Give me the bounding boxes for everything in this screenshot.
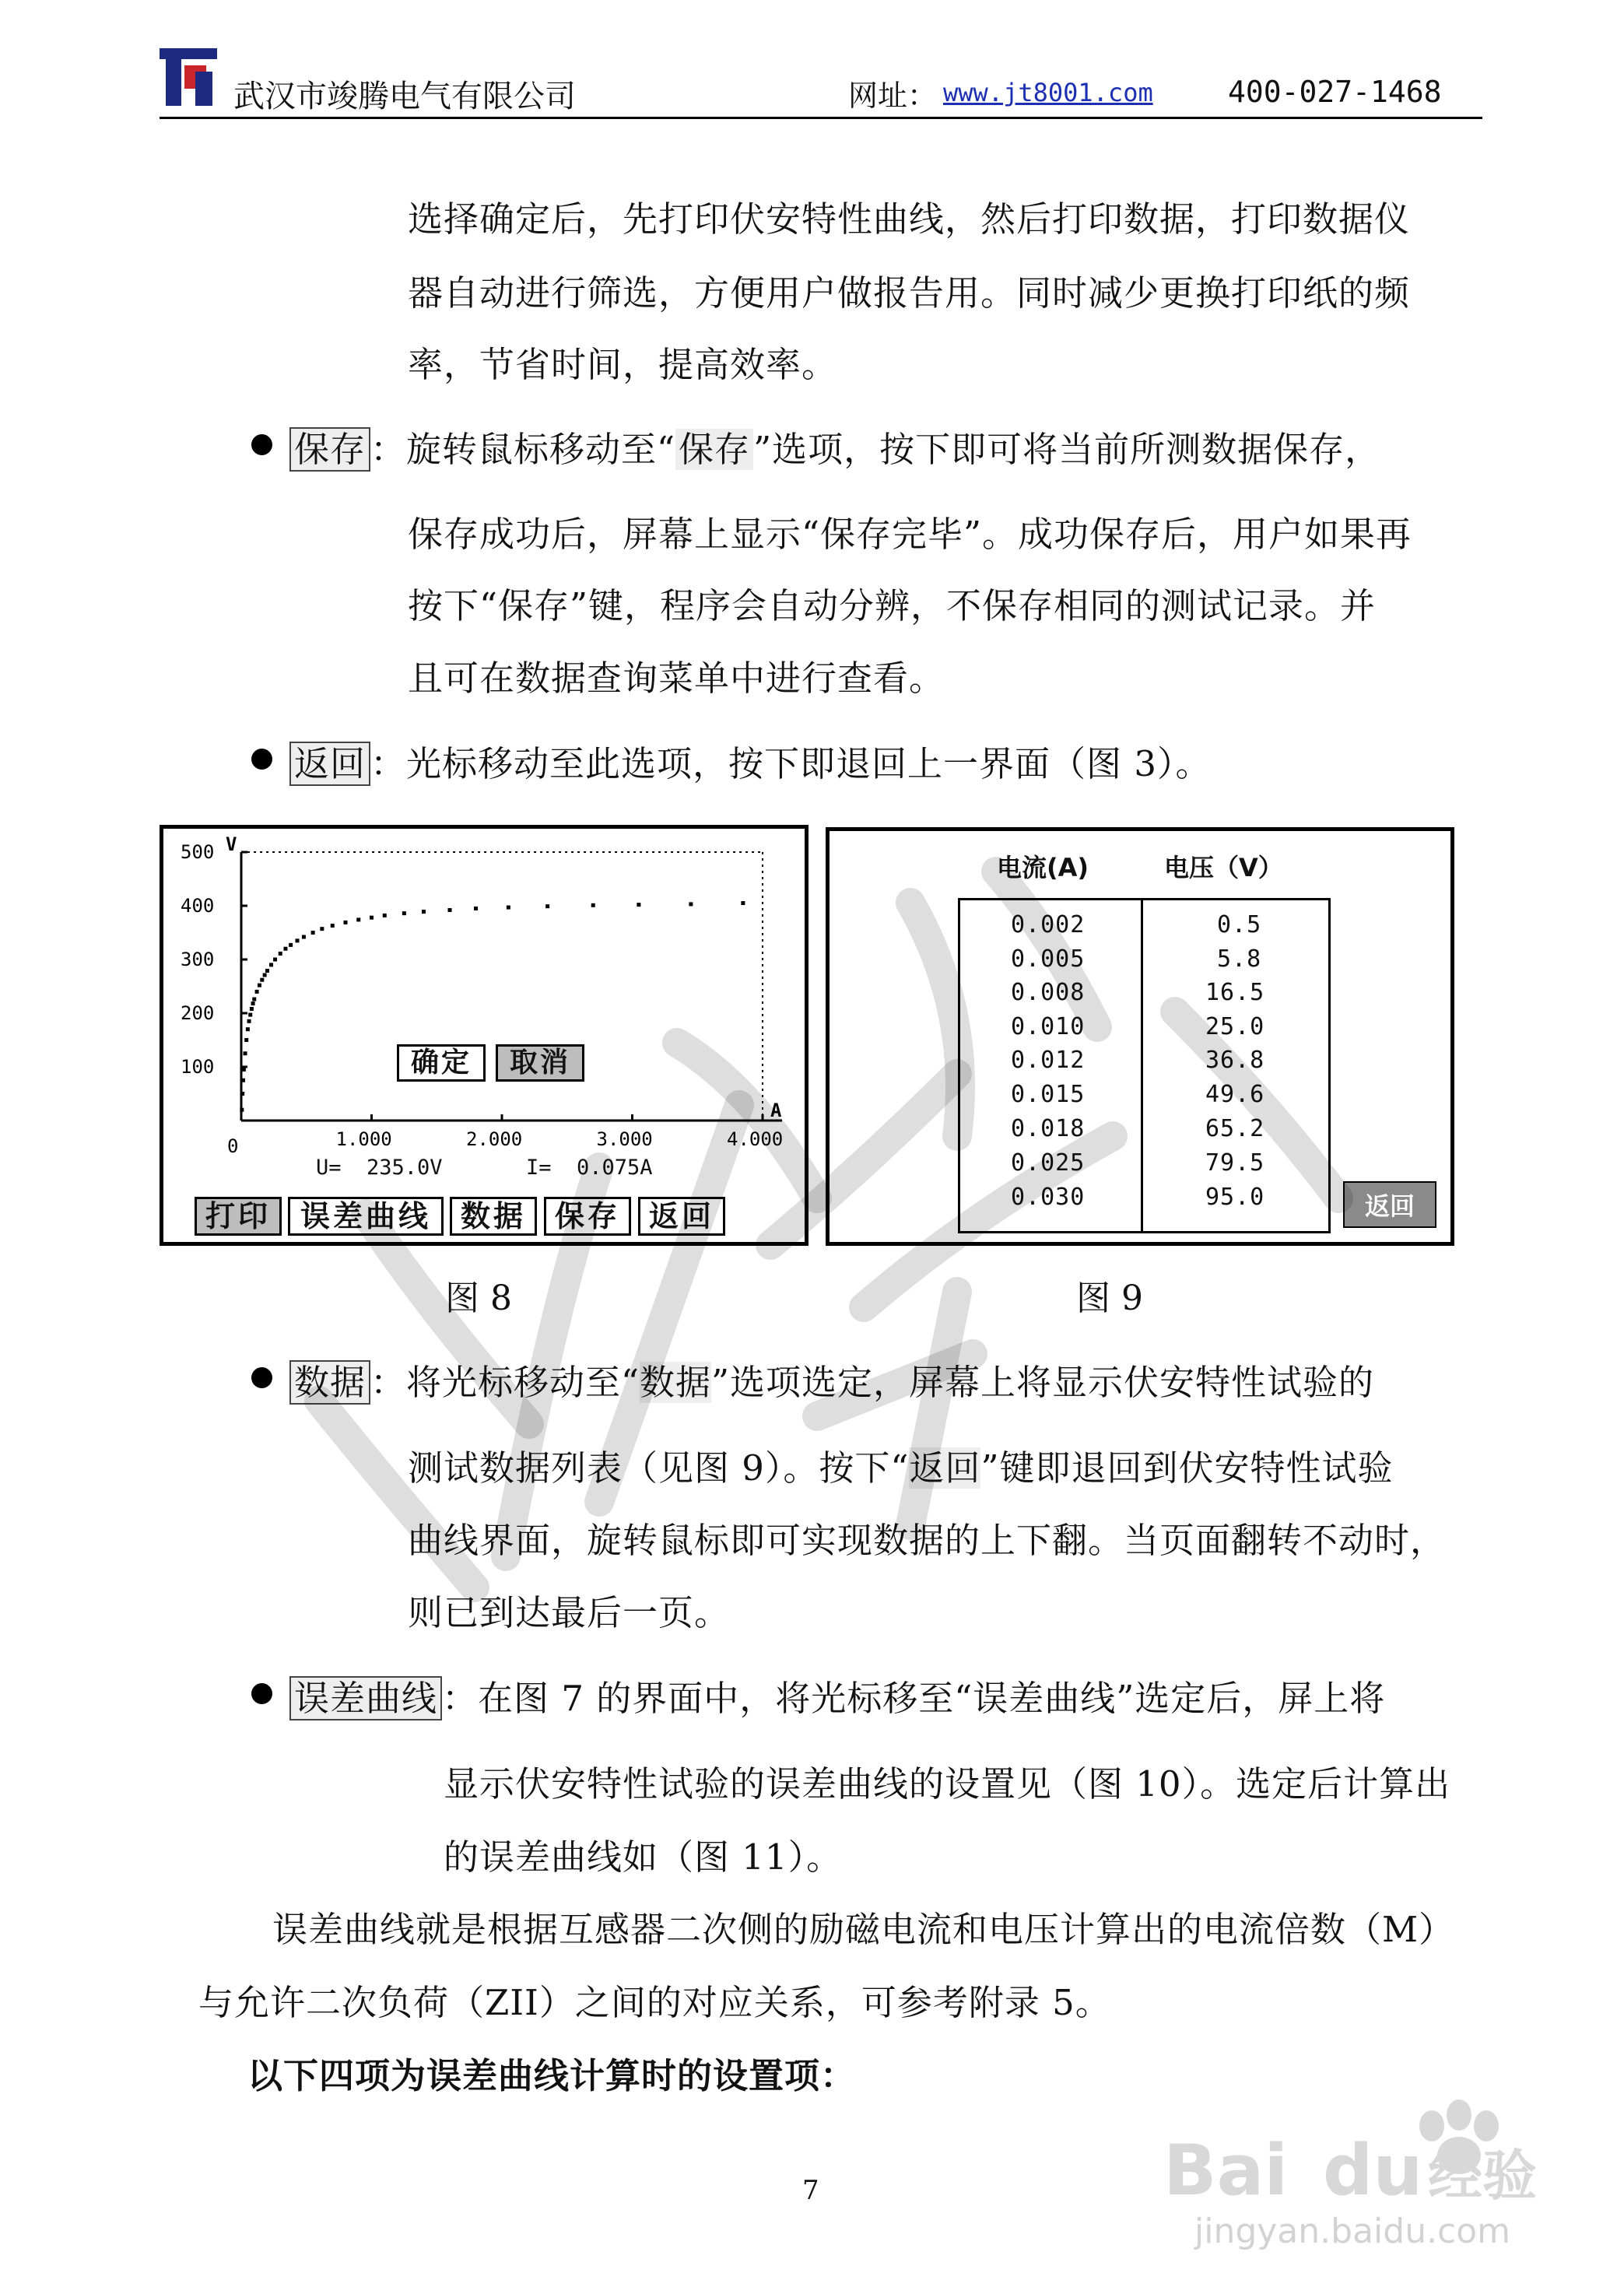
- body-line: 选择确定后，先打印伏安特性曲线，然后打印数据，打印数据仪: [408, 198, 1411, 240]
- data-point: [507, 906, 510, 910]
- error-curve-key: 误差曲线: [289, 1676, 442, 1720]
- page-number: 7: [802, 2175, 819, 2206]
- fig8-button-bar: [163, 1191, 805, 1242]
- data-point: [370, 916, 374, 920]
- x-tick-label: 3.000: [596, 1128, 653, 1150]
- data-point: [242, 1068, 246, 1072]
- error-curve-description: 误差曲线 ：在图 7 的界面中，将光标移至“误差曲线”选定后，屏上将: [289, 1670, 1385, 1720]
- data-point: [240, 1092, 244, 1096]
- current-cell: 0.030: [1011, 1184, 1086, 1211]
- x-tick-label: 1.000: [335, 1128, 392, 1150]
- jingyan-url: jingyan.baidu.com: [1194, 2212, 1511, 2251]
- data-point: [251, 1001, 255, 1005]
- data-point: [402, 911, 406, 915]
- voltage-cell: 0.5: [1217, 911, 1262, 938]
- data-point: [244, 1038, 248, 1042]
- x-tick-label: 2.000: [466, 1128, 523, 1150]
- data-point: [252, 998, 256, 1001]
- data-point: [255, 990, 259, 994]
- data-point: [269, 963, 273, 966]
- data-key: 数据: [289, 1360, 370, 1405]
- data-point: [247, 1019, 251, 1023]
- data-point: [383, 914, 387, 917]
- voltage-cell: 95.0: [1205, 1184, 1265, 1211]
- voltage-cell: 49.6: [1205, 1081, 1265, 1108]
- website-label: 网址：: [848, 79, 938, 113]
- fig9-back-button[interactable]: 返回: [1343, 1181, 1436, 1228]
- company-name: 武汉市竣腾电气有限公司: [233, 79, 576, 114]
- baidu-brand: Bai: [1163, 2130, 1289, 2212]
- data-point: [260, 978, 264, 982]
- data-button[interactable]: 数据: [450, 1197, 537, 1236]
- body-line: 与允许二次负荷（ZII）之间的对应关系，可参考附录 5。: [198, 1982, 1111, 2023]
- data-point: [263, 973, 267, 977]
- back-description: 返回 ：光标移动至此选项，按下即退回上一界面（图 3）。: [289, 735, 1211, 786]
- data-point: [244, 1051, 247, 1055]
- website-link[interactable]: www.jt8001.com: [943, 78, 1153, 107]
- y-tick-label: 200: [181, 1002, 215, 1024]
- body-line: 且可在数据查询菜单中进行查看。: [408, 658, 945, 699]
- data-point: [741, 901, 745, 905]
- current-readout: I= 0.075A: [526, 1156, 653, 1180]
- voltage-cell: 5.8: [1217, 945, 1262, 973]
- cancel-button[interactable]: 取消: [496, 1044, 584, 1082]
- data-point: [591, 903, 595, 907]
- voltage-cell: 79.5: [1205, 1149, 1265, 1177]
- voltage-cell: 65.2: [1205, 1115, 1265, 1142]
- body-line: 则已到达最后一页。: [408, 1592, 731, 1633]
- header-divider: [160, 117, 1482, 119]
- current-cell: 0.025: [1011, 1149, 1086, 1177]
- table-divider: [1141, 900, 1143, 1231]
- data-point: [248, 1013, 252, 1017]
- current-cell: 0.008: [1011, 979, 1086, 1006]
- data-point: [545, 904, 549, 908]
- voltage-cell: 36.8: [1205, 1047, 1265, 1074]
- figure-8-caption: 图 8: [445, 1279, 512, 1318]
- current-cell: 0.002: [1011, 911, 1086, 938]
- error-curve-button[interactable]: 误差曲线: [288, 1197, 444, 1236]
- settings-intro: 以下四项为误差曲线计算时的设置项：: [247, 2055, 857, 2096]
- body-line: 显示伏安特性试验的误差曲线的设置见（图 10）。选定后计算出: [444, 1763, 1451, 1805]
- paw-icon: [1419, 2110, 1444, 2141]
- data-point: [474, 907, 478, 910]
- data-point: [422, 910, 426, 914]
- confirm-button[interactable]: 确定: [397, 1044, 486, 1082]
- jingyan-brand: 经验: [1428, 2144, 1537, 2208]
- data-point: [356, 917, 360, 921]
- figure-8-screen: [160, 825, 808, 1246]
- y-tick-label: 400: [181, 895, 215, 917]
- print-button[interactable]: 打印: [195, 1197, 282, 1236]
- data-point: [344, 921, 348, 924]
- voltage-cell: 25.0: [1205, 1013, 1265, 1040]
- back-key-inline: 返回: [909, 1447, 981, 1489]
- data-point: [302, 935, 306, 939]
- data-point: [246, 1027, 250, 1031]
- y-axis-label: V: [226, 833, 237, 855]
- data-point: [289, 943, 293, 947]
- body-line: 率，节省时间，提高效率。: [408, 344, 838, 385]
- body-line: 曲线界面，旋转鼠标即可实现数据的上下翻。当页面翻转不动时，: [408, 1520, 1447, 1561]
- y-tick-label: 500: [181, 841, 215, 863]
- data-point: [331, 924, 335, 928]
- y-tick-group: [181, 841, 247, 1078]
- voltage-column-header: 电压（V）: [1164, 853, 1283, 882]
- body-line: 误差曲线就是根据互感器二次侧的励磁电流和电压计算出的电流倍数（M）: [272, 1909, 1455, 1950]
- data-description: 数据 ：将光标移动至“数据”选项选定，屏幕上将显示伏安特性试验的: [289, 1354, 1374, 1405]
- voltage-cell: 16.5: [1205, 979, 1265, 1006]
- current-cell: 0.010: [1011, 1013, 1086, 1040]
- data-point: [240, 1108, 244, 1112]
- body-line: 器自动进行筛选，方便用户做报告用。同时减少更换打印纸的频: [408, 272, 1411, 314]
- current-cell: 0.015: [1011, 1081, 1086, 1108]
- data-point: [258, 984, 261, 987]
- data-point: [448, 908, 452, 912]
- save-button[interactable]: 保存: [544, 1197, 631, 1236]
- back-button[interactable]: 返回: [638, 1197, 725, 1236]
- body-line: 的误差曲线如（图 11）。: [444, 1836, 843, 1878]
- data-point: [637, 903, 640, 907]
- bullet-icon: [251, 749, 272, 770]
- volt-ampere-chart: [163, 829, 805, 1191]
- current-cell: 0.005: [1011, 945, 1086, 973]
- baidu-jingyan-watermark: [1148, 2062, 1584, 2257]
- bullet-icon: [251, 1367, 272, 1388]
- y-tick-label: 100: [181, 1056, 215, 1078]
- body-line: 测试数据列表（见图 9）。按下“返回”键即退回到伏安特性试验: [408, 1447, 1394, 1489]
- origin-label: 0: [227, 1135, 239, 1157]
- data-table: [958, 898, 1331, 1233]
- data-point: [283, 947, 287, 951]
- voltage-readout: U= 235.0V: [316, 1156, 443, 1180]
- data-point-group: [240, 901, 745, 1112]
- current-cell: 0.018: [1011, 1115, 1086, 1142]
- current-column-header: 电流(A): [997, 853, 1089, 882]
- data-point: [689, 902, 693, 906]
- data-point: [296, 938, 300, 942]
- data-point: [320, 927, 324, 931]
- phone-number: 400-027-1468: [1228, 75, 1442, 109]
- x-axis-label: A: [770, 1100, 782, 1121]
- data-point: [241, 1079, 245, 1082]
- company-logo: [160, 48, 217, 106]
- baidu-brand-du: du: [1323, 2130, 1423, 2212]
- body-line: 按下“保存”键，程序会自动分辨，不保存相同的测试记录。并: [408, 585, 1377, 626]
- data-point: [250, 1007, 254, 1011]
- figure-9-screen: [826, 827, 1454, 1246]
- body-line: 保存成功后，屏幕上显示“保存完毕”。成功保存后，用户如果再: [408, 514, 1412, 555]
- current-cell: 0.012: [1011, 1047, 1086, 1074]
- figure-9-caption: 图 9: [1076, 1279, 1143, 1318]
- save-description: 保存 ：旋转鼠标移动至“保存”选项，按下即可将当前所测数据保存，: [289, 421, 1380, 472]
- data-point: [265, 969, 269, 973]
- bullet-icon: [251, 434, 272, 455]
- data-point: [311, 931, 315, 935]
- y-tick-label: 300: [181, 949, 215, 970]
- x-tick-label: 4.000: [727, 1128, 784, 1150]
- back-key: 返回: [289, 742, 370, 786]
- bullet-icon: [251, 1683, 272, 1704]
- data-key-inline: 数据: [640, 1362, 712, 1403]
- save-key-inline: 保存: [675, 429, 753, 470]
- data-point: [279, 952, 282, 956]
- save-key: 保存: [289, 427, 370, 472]
- data-point: [273, 958, 277, 962]
